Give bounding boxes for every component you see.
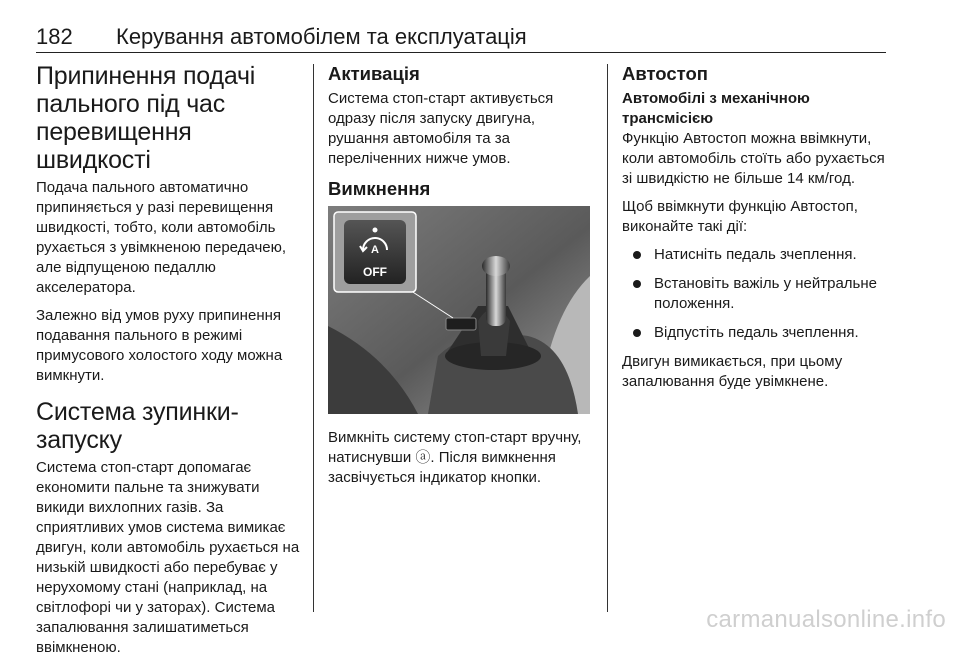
section-heading-stop-start: Система зупинки-запуску	[36, 398, 239, 454]
column-divider	[313, 64, 314, 612]
paragraph: Щоб ввімкнути функцію Автостоп, виконайте такі дії:	[622, 198, 858, 235]
list-item: Відпустіть педаль зчеплення.	[622, 323, 892, 343]
subsection-heading-activation: Активація	[328, 63, 420, 84]
subheading-manual-transmission: Автомобілі з механічною трансмісією	[622, 90, 810, 127]
column-left	[36, 62, 302, 666]
page-title: Керування автомобілем та експлуатація	[116, 24, 527, 49]
paragraph: Функцію Автостоп можна ввімкнути, коли автомобіль стоїть або рухається зі швидкістю не більше 14 км/год.	[622, 130, 885, 187]
column-right	[622, 62, 892, 400]
watermark: carmanualsonline.info	[706, 606, 946, 633]
paragraph: Залежно від умов руху припинення подавання пального в режимі примусового холостого ходу можна вимкнути.	[36, 307, 283, 384]
column-middle	[328, 62, 596, 496]
page-header	[36, 22, 886, 53]
paragraph: Система стоп-старт допомагає економити пальне та знижувати викиди вихлопних газів. За сприятливих умов система вимикає двигун, коли автомобіль рухається на низькій швидкості або перебуває у нерухомому стані (наприклад, на світлофорі чи у заторах). Система запалювання залишатиметься ввімкненою.	[36, 459, 300, 656]
paragraph: Вимкніть систему стоп-старт вручну, натиснувши ⓐ. Після вимкнення засвічується індикатор кнопки.	[328, 429, 582, 486]
svg-text:A: A	[371, 244, 379, 256]
page-number: 182	[36, 24, 73, 49]
gear-shifter-photo	[328, 206, 590, 414]
indicator-led-icon	[373, 228, 378, 233]
subsection-heading-deactivation: Вимкнення	[328, 178, 431, 199]
paragraph: Двигун вимикається, при цьому запалювання буде увімкнене.	[622, 353, 843, 390]
subsection-heading-autostop: Автостоп	[622, 63, 708, 84]
section-heading-fuel-cutoff: Припинення подачі пального під час перевищення швидкості	[36, 62, 256, 174]
list-item: Встановіть важіль у нейтральне положення.	[622, 274, 892, 314]
paragraph: Подача пального автоматично припиняється у разі перевищення швидкості, тобто, коли автомобіль рухається з увімкненою передачею, але відпущеною педаллю акселератора.	[36, 179, 287, 296]
list-item: Натисніть педаль зчеплення.	[622, 245, 892, 265]
steps-list	[622, 245, 892, 343]
paragraph: Система стоп-старт активується одразу після запуску двигуна, рушання автомобіля та за переліченних нижче умов.	[328, 90, 554, 167]
column-divider	[607, 64, 608, 612]
button-off-label: OFF	[363, 265, 387, 279]
